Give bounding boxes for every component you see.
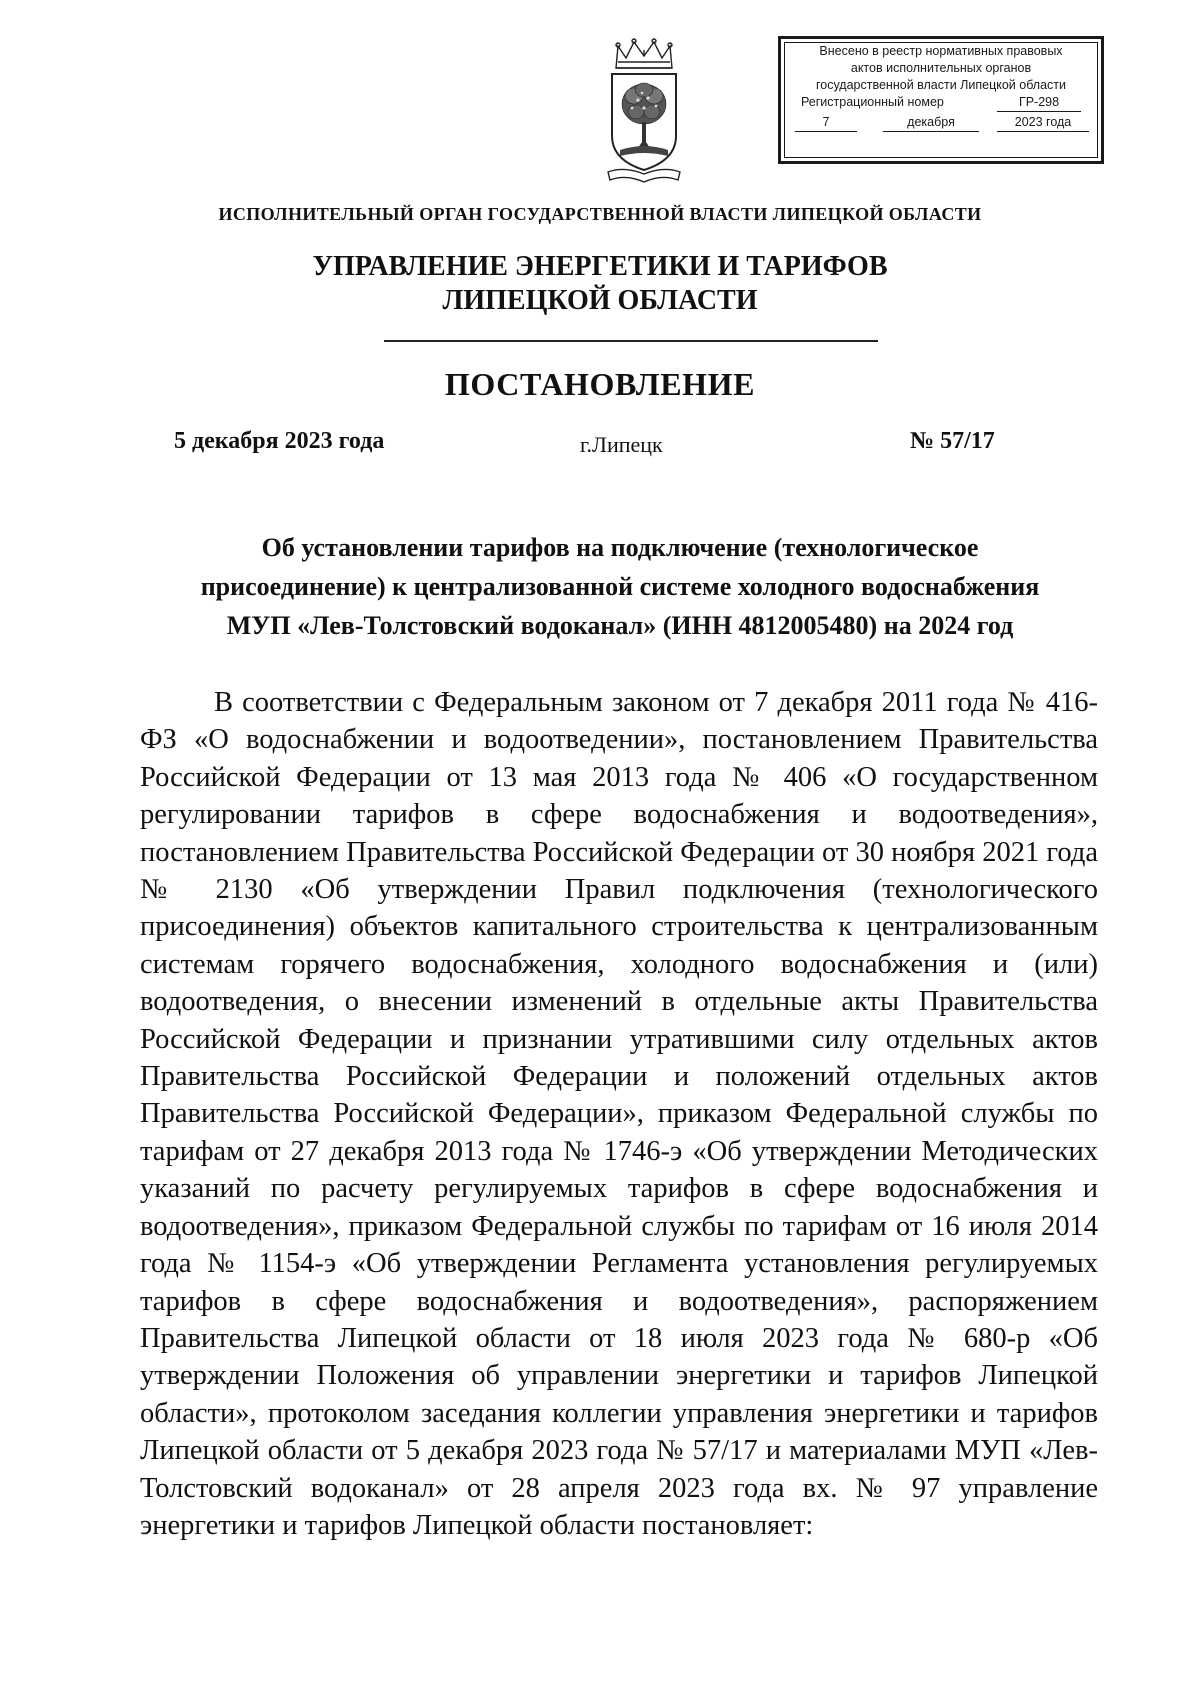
document-title-line-1: Об установлении тарифов на подключение (технологическое [261,533,979,562]
coat-of-arms-icon [604,38,684,186]
document-type: ПОСТАНОВЛЕНИЕ [444,366,756,402]
document-title-line-2: присоединение) к централизованной системе холодного водоснабжения [200,572,1040,601]
stamp-line-2: актов исполнительных органов [850,61,1032,75]
stamp-line-3: государственной власти Липецкой области [815,78,1067,92]
organization-name: ИСПОЛНИТЕЛЬНЫЙ ОРГАН ГОСУДАРСТВЕННОЙ ВЛАСТИ ЛИПЕЦКОЙ ОБЛАСТИ [218,204,982,224]
document-title-line-3: МУП «Лев-Толстовский водоканал» (ИНН 4812005480) на 2024 год [226,611,1014,640]
department-name [0,250,1200,318]
department-name-line-2: ЛИПЕЦКОЙ ОБЛАСТИ [442,285,758,316]
stamp-registration-label: Регистрационный номер [801,95,944,109]
document-date: 5 декабря 2023 года [174,428,385,454]
header-divider [384,340,878,342]
stamp-date-month: декабря [883,114,979,132]
stamp-date-row [787,114,1095,132]
stamp-date-day: 7 [795,114,857,132]
stamp-registration-row [787,94,1095,112]
stamp-line-1: Внесено в реестр нормативных правовых [819,44,1063,58]
document-number: № 57/17 [910,428,995,454]
department-name-line-1: УПРАВЛЕНИЕ ЭНЕРГЕТИКИ И ТАРИФОВ [312,251,888,282]
document-title [140,528,1100,645]
document-body-paragraph: В соответствии с Федеральным законом от 7 декабря 2011 года № 416-ФЗ «О водоснабжении и водоотведении», постановлением Правительства Российской Федерации от 13 мая 2013 года № 406 «О государственном регулировании тарифов в сфере водоснабжения и водоотведения», постановлением Правительства Российской Федерации от 30 ноября 2021 года № 2130 «Об утверждении Правил подключения (технологического присоединения) объектов капитального строительства к централизованным системам горячего водоснабжения, холодного водоснабжения и (или) водоотведения, о внесении изменений в отдельные акты Правительства Российской Федерации и признании утратившими силу отдельных актов Правительства Российской Федерации и положений отдельных актов Правительства Российской Федерации», приказом Федеральной службы по тарифам от 27 декабря 2013 года № 1746-э «Об утверждении Методических указаний по расчету регулируемых тарифов в сфере водоснабжения и водоотведения», приказом Федеральной службы по тарифам от 16 июля 2014 года № 1154-э «Об утверждении Регламента установления регулируемых тарифов в сфере водоснабжения и водоотведения», распоряжением Правительства Липецкой области от 18 июля 2023 года № 680-р «Об утверждении Положения об управлении энергетики и тарифов Липецкой области», протоколом заседания коллегии управления энергетики и тарифов Липецкой области от 5 декабря 2023 года № 57/17 и материалами МУП «Лев-Толстовский водоканал» от 28 апреля 2023 года вх. № 97 управление энергетики и тарифов Липецкой области постановляет: [140,687,1098,1541]
stamp-registration-number: ГР-298 [997,94,1081,112]
registry-stamp [778,36,1104,164]
stamp-date-year: 2023 года [997,114,1089,132]
document-city: г.Липецк [580,432,663,457]
